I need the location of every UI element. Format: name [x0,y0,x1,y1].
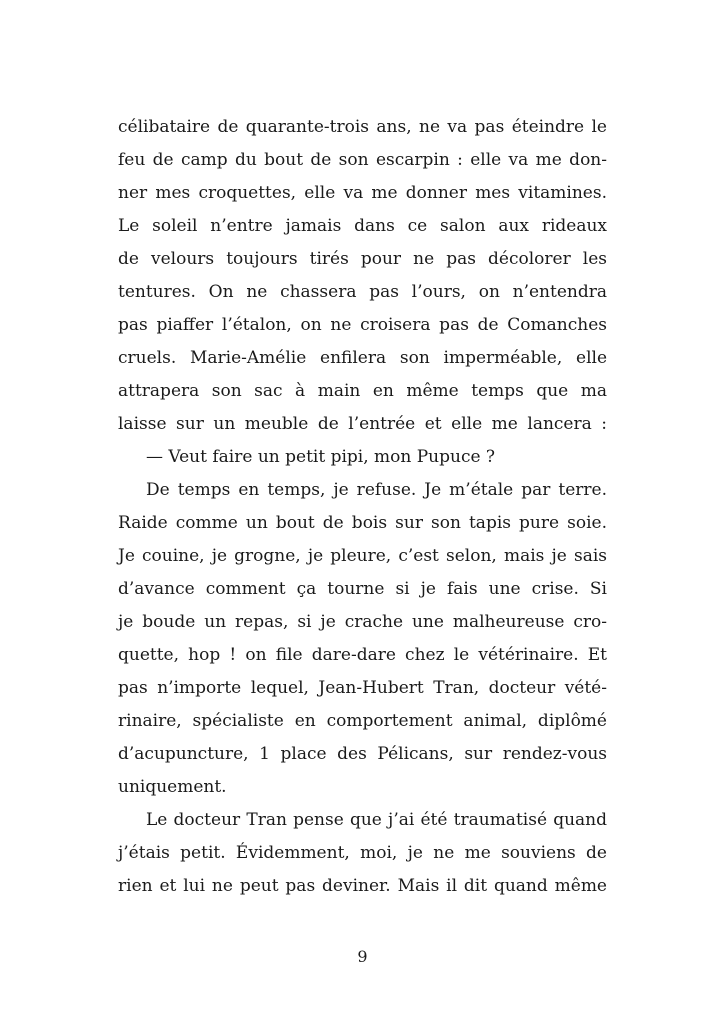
text-line: De temps en temps, je refuse. Je m’étale par terre. [146,480,607,500]
text-line: quette, hop ! on file dare-dare chez le vétérinaire. Et [118,645,607,665]
text-line: Le soleil n’entre jamais dans ce salon aux rideaux [118,216,607,236]
text-line: feu de camp du bout de son escarpin : elle va me don- [118,150,607,170]
text-line: ner mes croquettes, elle va me donner mes vitamines. [118,183,607,203]
text-line: uniquement. [118,777,227,797]
text-line: je boude un repas, si je crache une malheureuse cro- [118,612,607,632]
page-text [118,111,607,903]
page-number: 9 [357,947,368,966]
text-line: d’avance comment ça tourne si je fais une crise. Si [118,579,607,599]
text-line: d’acupuncture, 1 place des Pélicans, sur rendez-vous [118,744,607,764]
text-line: attrapera son sac à main en même temps que ma [118,381,607,401]
text-line: tentures. On ne chassera pas l’ours, on n’entendra [118,282,607,302]
text-line: Je couine, je grogne, je pleure, c’est selon, mais je sais [118,546,607,566]
text-line: Raide comme un bout de bois sur son tapis pure soie. [118,513,607,533]
text-line: célibataire de quarante-trois ans, ne va pas éteindre le [118,117,607,137]
text-line: j’étais petit. Évidemment, moi, je ne me souviens de [118,843,607,863]
text-line: — Veut faire un petit pipi, mon Pupuce ? [146,447,496,467]
text-line: cruels. Marie-Amélie enfilera son imperméable, elle [118,348,607,368]
text-line: Le docteur Tran pense que j’ai été traumatisé quand [146,810,607,830]
text-line: rien et lui ne peut pas deviner. Mais il dit quand même [118,876,607,896]
text-line: rinaire, spécialiste en comportement animal, diplômé [118,711,607,731]
text-line: pas n’importe lequel, Jean-Hubert Tran, docteur vété- [118,678,607,698]
text-line: pas piaffer l’étalon, on ne croisera pas de Comanches [118,315,607,335]
text-line: de velours toujours tirés pour ne pas décolorer les [118,249,607,269]
text-line: laisse sur un meuble de l’entrée et elle me lancera : [118,414,607,434]
